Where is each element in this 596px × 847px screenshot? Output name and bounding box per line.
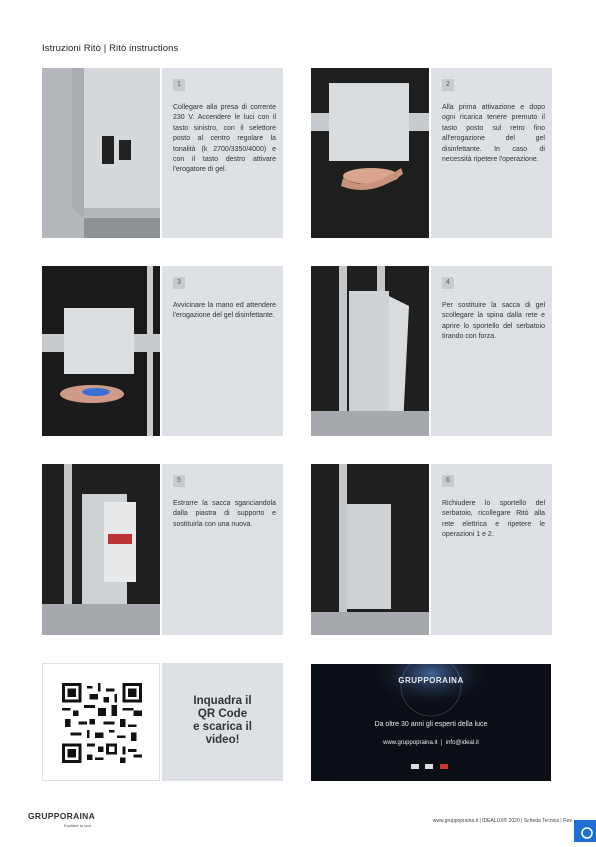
step-number: 4 bbox=[442, 277, 454, 289]
step-1-card bbox=[162, 68, 283, 238]
step-2-card bbox=[431, 68, 552, 238]
qr-code[interactable] bbox=[42, 663, 160, 781]
step-3-card bbox=[162, 266, 283, 436]
step-2-photo bbox=[311, 68, 429, 238]
banner-email: info@ideal.it bbox=[445, 740, 479, 746]
step-4-photo bbox=[311, 266, 429, 436]
step-5-card bbox=[162, 464, 283, 635]
qr-cta-text: Inquadra il QR Code e scarica il video! bbox=[193, 695, 252, 746]
qr-cta-box bbox=[162, 663, 283, 781]
step-4-card bbox=[431, 266, 552, 436]
step-6-card bbox=[431, 464, 552, 635]
banner-tagline: Da oltre 30 anni gli esperti della luce bbox=[374, 721, 488, 728]
banner-website: www.gruppopraina.it bbox=[383, 740, 438, 746]
page-header-title: Istruzioni Ritò | Ritò instructions bbox=[42, 43, 179, 54]
step-6-photo bbox=[311, 464, 429, 635]
step-text: Alla prima attivazione e dopo ogni ricarica tenere premuto il tasto posto sul retro fino all'erogazione del gel disinfettante. In caso di necessità ripetere l'operazione. bbox=[442, 104, 545, 164]
banner-logo-row bbox=[411, 756, 451, 762]
corner-accent bbox=[574, 820, 596, 842]
step-number: 5 bbox=[173, 475, 185, 487]
step-text: Estrarre la sacca sganciandola dalla piastra di supporto e sostituirla con una nuova. bbox=[173, 500, 276, 528]
step-text: Collegare alla presa di corrente 230 V. Accendere le luci con il tasto sinistro, con il selettore posto al centro regolare la tonalità (k 2700/3350/4000) e con il tasto destro attivare l'erogatore di gel. bbox=[173, 104, 276, 174]
step-number: 6 bbox=[442, 475, 454, 487]
footer-logo: GRUPPORAINA Esaltare la luce bbox=[28, 811, 96, 828]
step-5-photo bbox=[42, 464, 160, 635]
banner-contact: www.gruppopraina.it | info@ideal.it bbox=[383, 740, 479, 746]
step-number: 1 bbox=[173, 79, 185, 91]
step-1-photo bbox=[42, 68, 160, 238]
step-text: Richiudere lo sportello del serbatoio, ricollegare Ritò alla rete elettrica e ripetere le operazioni 1 e 2. bbox=[442, 500, 545, 539]
step-number: 3 bbox=[173, 277, 185, 289]
banner-brand: GRUPPORAINA bbox=[398, 676, 464, 685]
step-3-photo bbox=[42, 266, 160, 436]
promo-banner bbox=[311, 664, 551, 781]
step-text: Per sostituire la sacca di gel scollegare la spina dalla rete e aprire lo sportello del serbatoio tirando con forza. bbox=[442, 302, 545, 341]
step-text: Avvicinare la mano ed attendere l'erogazione del gel disinfettante. bbox=[173, 302, 276, 320]
step-number: 2 bbox=[442, 79, 454, 91]
footer-text: www.gruppopraina.it | IDEALUX® 2020 | Scheda Tecnica | Rev bbox=[432, 818, 572, 824]
